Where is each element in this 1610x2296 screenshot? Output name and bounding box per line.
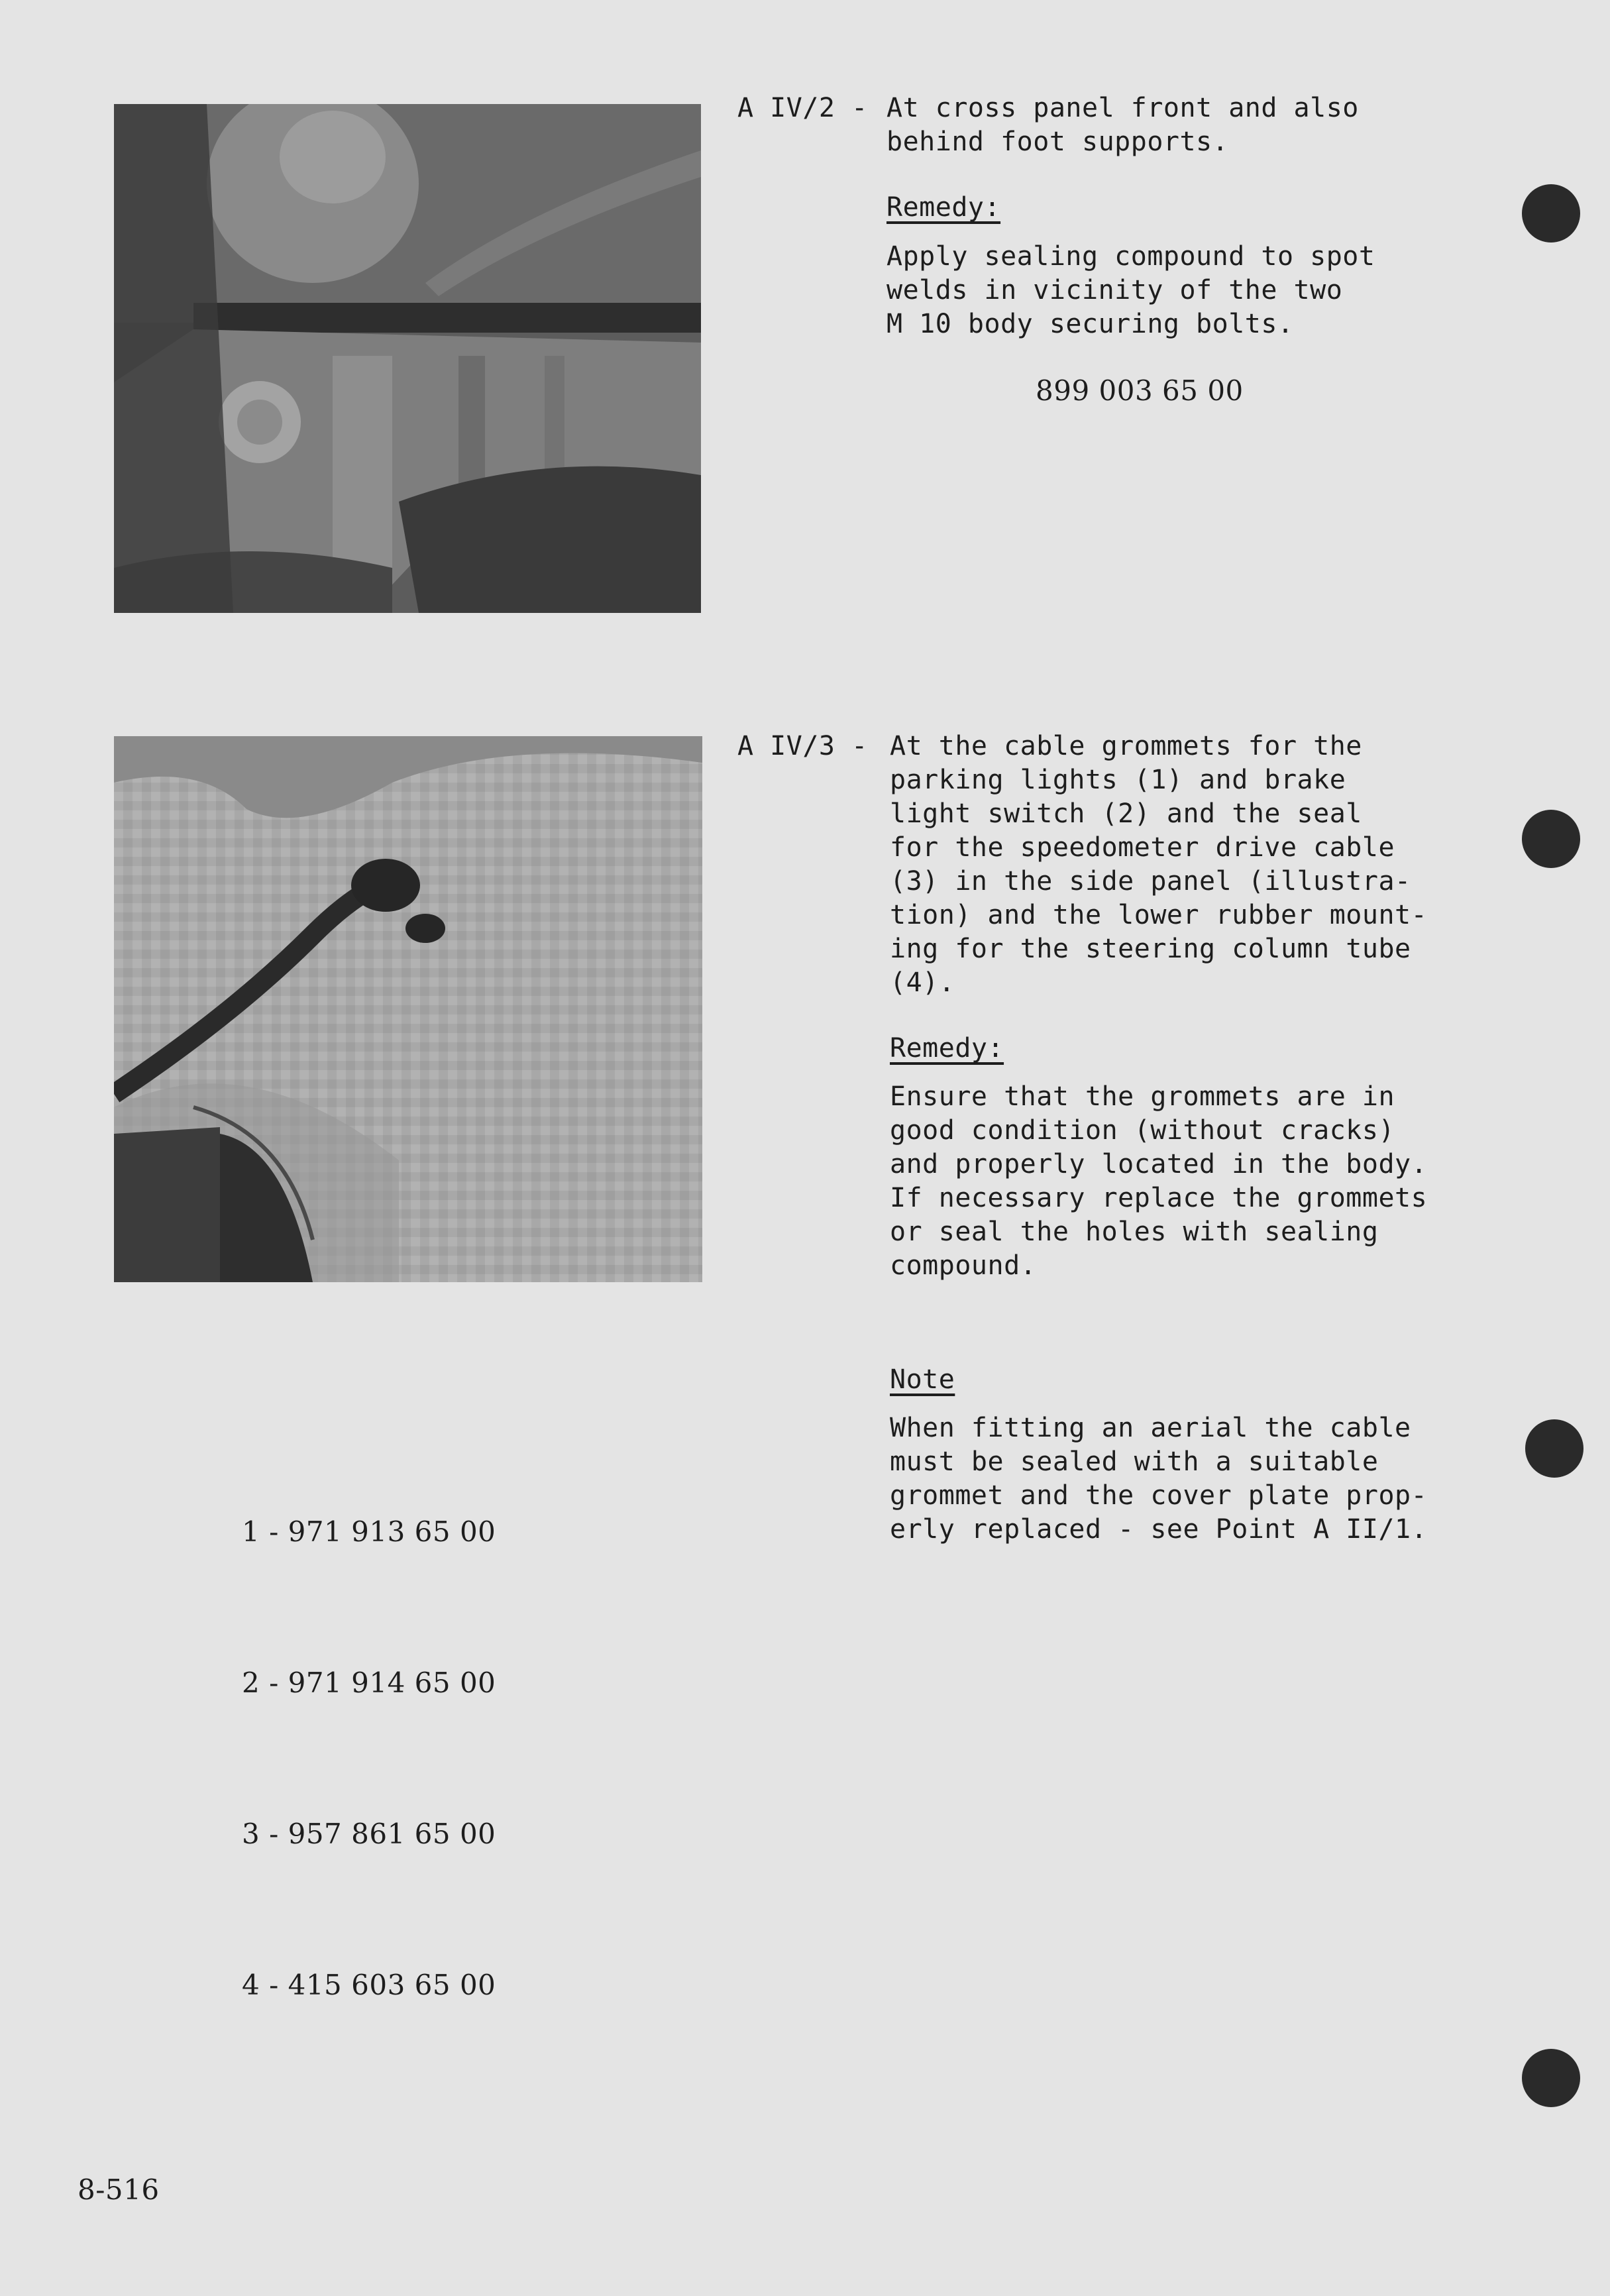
parts-list <box>242 1406 496 2111</box>
cross-panel-photo <box>114 104 701 613</box>
section-code: A IV/2 - <box>737 93 868 123</box>
binder-hole <box>1525 1419 1583 1478</box>
binder-hole <box>1522 810 1580 868</box>
page-number: 8-516 <box>78 2173 160 2206</box>
section-description: At the cable grommets for the parking lights (1) and brake light switch (2) and the seal for the speedometer drive cable (3) in the side panel (illustra- tion) and the lower rubber mount- ing for the steering column tube (4). <box>890 731 1428 998</box>
section-code: A IV/3 - <box>737 731 868 761</box>
remedy-heading: Remedy: <box>886 192 1001 223</box>
note-text: When fitting an aerial the cable must be sealed with a suitable grommet and the cover plate prop- erly replaced - see Point A II/1. <box>890 1413 1428 1545</box>
part-number: 899 003 65 00 <box>1036 374 1244 407</box>
binder-hole <box>1522 2049 1580 2107</box>
parts-list-item: 2 - 971 914 65 00 <box>242 1667 496 1699</box>
side-panel-grommet-photo <box>114 736 702 1282</box>
remedy-heading: Remedy: <box>890 1033 1004 1064</box>
parts-list-item: 1 - 971 913 65 00 <box>242 1515 496 1548</box>
remedy-text: Apply sealing compound to spot welds in vicinity of the two M 10 body securing bolts. <box>886 241 1375 339</box>
binder-hole <box>1522 184 1580 243</box>
parts-list-item: 4 - 415 603 65 00 <box>242 1969 496 2001</box>
remedy-text: Ensure that the grommets are in good condition (without cracks) and properly located in the body. If necessary replace the grommets or seal the holes with sealing compound. <box>890 1081 1428 1281</box>
parts-list-item: 3 - 957 861 65 00 <box>242 1818 496 1850</box>
section-description: At cross panel front and also behind foot supports. <box>886 93 1359 157</box>
note-heading: Note <box>890 1364 955 1395</box>
